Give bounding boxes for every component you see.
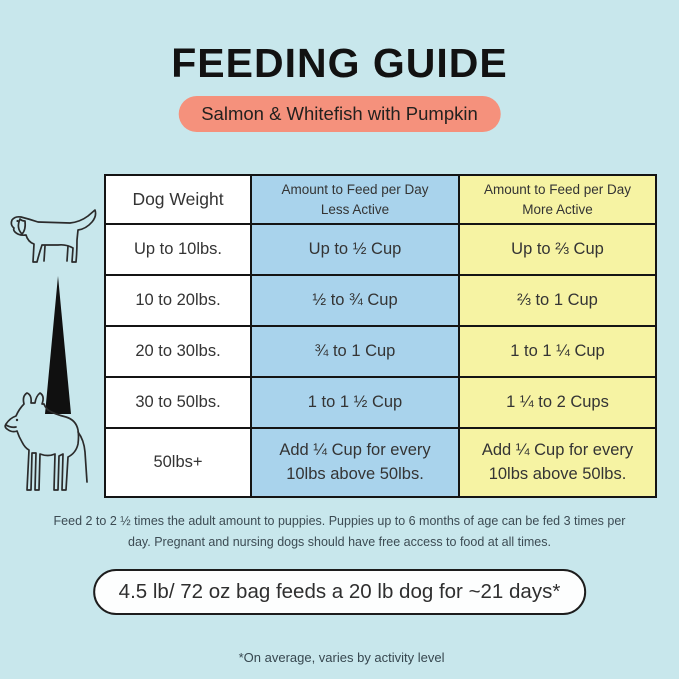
dog-weight-cell: 50lbs+	[105, 428, 251, 497]
more-active-cell: Add ¼ Cup for every 10lbs above 50lbs.	[459, 428, 656, 497]
more-active-cell: ⅔ to 1 Cup	[459, 275, 656, 326]
table-row	[105, 377, 656, 428]
less-active-cell: 1 to 1 ½ Cup	[251, 377, 459, 428]
dog-weight-cell: 20 to 30lbs.	[105, 326, 251, 377]
great-dane-outline-icon	[2, 390, 90, 496]
more-active-cell: Up to ⅔ Cup	[459, 224, 656, 275]
column-header-dog-weight	[105, 175, 251, 224]
puppy-feeding-note: Feed 2 to 2 ½ times the adult amount to puppies. Puppies up to 6 months of age can be fed 3 times per day. Pregnant and nursing dogs should have free access to food at all times.	[53, 514, 626, 550]
dog-weight-cell: 30 to 50lbs.	[105, 377, 251, 428]
less-active-cell: Up to ½ Cup	[251, 224, 459, 275]
bag-info-pill: 4.5 lb/ 72 oz bag feeds a 20 lb dog for ~21 days*	[93, 569, 587, 615]
header-sublabel: Less Active	[320, 201, 390, 217]
header-label: Amount to Feed per Day	[483, 181, 632, 197]
dog-weight-cell: Up to 10lbs.	[105, 224, 251, 275]
more-active-cell: 1 ¼ to 2 Cups	[459, 377, 656, 428]
table-row	[105, 224, 656, 275]
page-title: FEEDING GUIDE	[171, 40, 508, 86]
dachshund-outline-icon	[8, 208, 104, 270]
header-label: Dog Weight	[132, 188, 224, 209]
header-sublabel: More Active	[522, 201, 593, 217]
flavor-badge: Salmon & Whitefish with Pumpkin	[178, 96, 501, 132]
average-disclaimer: *On average, varies by activity level	[238, 650, 445, 665]
table-row	[105, 326, 656, 377]
less-active-cell: Add ¼ Cup for every 10lbs above 50lbs.	[251, 428, 459, 497]
header-label: Amount to Feed per Day	[281, 181, 429, 197]
column-header-more-active	[459, 175, 656, 224]
feeding-table	[104, 174, 657, 498]
more-active-cell: 1 to 1 ¼ Cup	[459, 326, 656, 377]
table-header-row	[105, 175, 656, 224]
column-header-less-active	[251, 175, 459, 224]
table-row	[105, 428, 656, 497]
less-active-cell: ¾ to 1 Cup	[251, 326, 459, 377]
less-active-cell: ½ to ¾ Cup	[251, 275, 459, 326]
dog-weight-cell: 10 to 20lbs.	[105, 275, 251, 326]
table-row	[105, 275, 656, 326]
